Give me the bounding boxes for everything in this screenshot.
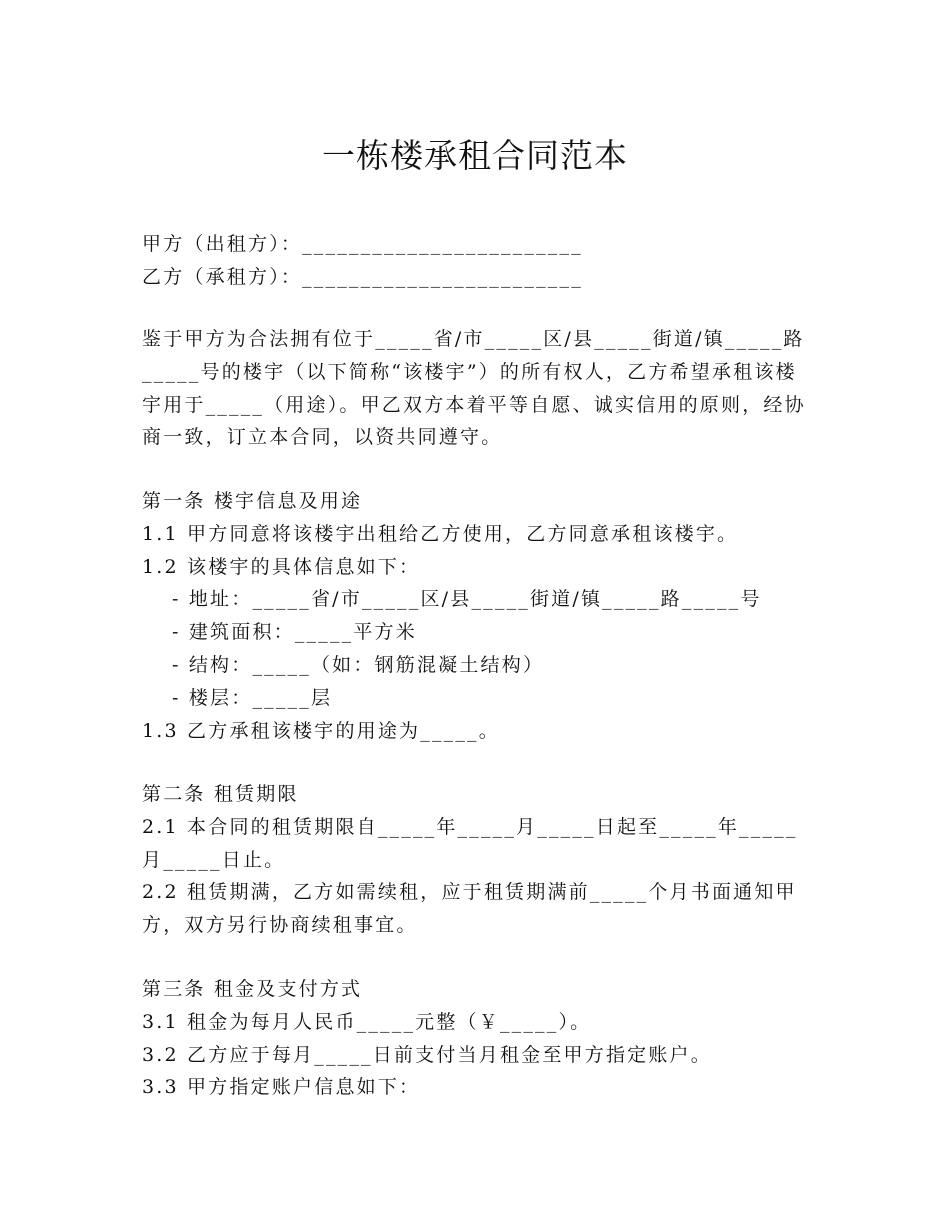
party-a-line: 甲方（出租方）：________________________ xyxy=(142,233,583,255)
clause-3-1: 3.1 租金为每月人民币_____元整（￥_____）。 xyxy=(142,1010,592,1033)
article-2-block xyxy=(142,778,807,942)
article-2-heading: 第二条 租赁期限 xyxy=(142,783,299,805)
clause-1-3: 1.3 乙方承租该楼宇的用途为_____。 xyxy=(142,719,500,742)
clause-3-3: 3.3 甲方指定账户信息如下： xyxy=(142,1076,421,1099)
item-structure: - 结构：_____（如：钢筋混凝土结构） xyxy=(172,653,545,676)
article-1-block xyxy=(142,485,807,747)
clause-1-1: 1.1 甲方同意将该楼宇出租给乙方使用，乙方同意承租该楼宇。 xyxy=(142,522,739,545)
intro-paragraph: 鉴于甲方为合法拥有位于_____省/市_____区/县_____街道/镇_____路_____号的楼宇（以下简称“该楼宇”）的所有权人，乙方希望承租该楼宇用于_____（用途）。甲乙双方本着平等自愿、诚实信用的原则，经协商一致，订立本合同，以资共同遵守。 xyxy=(142,328,806,449)
document-title: 一栋楼承租合同范本 xyxy=(322,136,628,175)
item-floors: - 楼层：_____层 xyxy=(172,686,333,709)
clause-2-1: 2.1 本合同的租赁期限自_____年_____月_____日起至_____年_____月_____日止。 xyxy=(142,815,798,871)
article-1-heading: 第一条 楼宇信息及用途 xyxy=(142,490,363,512)
intro-block xyxy=(142,323,807,454)
article-3-heading: 第三条 租金及支付方式 xyxy=(142,978,363,1000)
clause-3-2: 3.2 乙方应于每月_____日前支付当月租金至甲方指定账户。 xyxy=(142,1043,712,1066)
parties-block xyxy=(142,228,807,294)
item-area: - 建筑面积：_____平方米 xyxy=(172,621,417,644)
article-3-block xyxy=(142,973,807,1104)
clause-1-2: 1.2 该楼宇的具体信息如下： xyxy=(142,555,421,578)
item-address: - 地址：_____省/市_____区/县_____街道/镇_____路_____号 xyxy=(172,588,762,611)
clause-2-2: 2.2 租赁期满，乙方如需续租，应于租赁期满前_____个月书面通知甲方，双方另行协商续租事宜。 xyxy=(142,881,797,937)
party-b-line: 乙方（承租方）：________________________ xyxy=(142,265,583,288)
